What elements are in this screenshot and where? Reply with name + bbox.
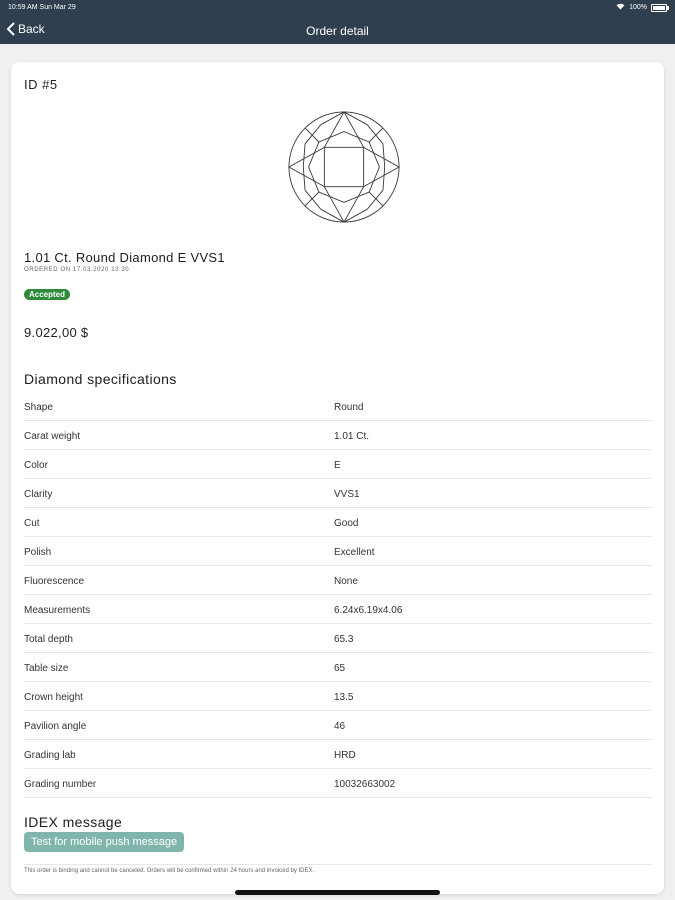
spec-row-grading-lab — [24, 740, 652, 769]
spec-row-total-depth — [24, 624, 652, 653]
spec-label: Clarity — [24, 489, 53, 500]
wifi-icon — [616, 3, 625, 12]
spec-value: E — [334, 460, 341, 471]
spec-row-table-size — [24, 653, 652, 682]
divider — [24, 864, 652, 865]
spec-value: 46 — [334, 721, 346, 732]
home-indicator[interactable] — [235, 890, 440, 895]
spec-value: HRD — [334, 750, 356, 761]
spec-row-measurements — [24, 595, 652, 624]
spec-row-color — [24, 450, 652, 479]
battery-icon — [651, 4, 667, 12]
spec-label: Table size — [24, 663, 69, 674]
spec-value: 6.24x6.19x4.06 — [334, 605, 403, 616]
spec-row-cut — [24, 508, 652, 537]
spec-value: 10032663002 — [334, 779, 396, 790]
back-label: Back — [18, 22, 45, 36]
round-diamond-icon — [285, 108, 403, 226]
order-id: ID #5 — [24, 77, 58, 92]
spec-value: 1.01 Ct. — [334, 431, 370, 442]
idex-message-heading: IDEX message — [24, 814, 123, 830]
status-time: 10:59 AM Sun Mar 29 — [8, 4, 76, 11]
spec-value: VVS1 — [334, 489, 360, 500]
product-title: 1.01 Ct. Round Diamond E VVS1 — [24, 250, 225, 265]
spec-label: Carat weight — [24, 431, 81, 442]
spec-row-polish — [24, 537, 652, 566]
spec-label: Total depth — [24, 634, 73, 645]
binding-order-note: This order is binding and cannot be canceled. Orders will be confirmed within 24 hours and invoiced by IDEX. — [24, 868, 315, 874]
spec-value: Excellent — [334, 547, 375, 558]
spec-row-carat-weight — [24, 421, 652, 450]
order-price: 9.022,00 $ — [24, 325, 89, 340]
spec-value: Good — [334, 518, 359, 529]
spec-label: Cut — [24, 518, 40, 529]
order-detail-card — [11, 62, 664, 894]
spec-value: Round — [334, 402, 364, 413]
idex-message-chip: Test for mobile push message — [24, 832, 184, 852]
spec-label: Crown height — [24, 692, 83, 703]
spec-label: Polish — [24, 547, 52, 558]
spec-row-shape — [24, 392, 652, 421]
spec-value: 65.3 — [334, 634, 354, 645]
spec-label: Measurements — [24, 605, 91, 616]
spec-label: Fluorescence — [24, 576, 85, 587]
top-navigation-bar — [0, 0, 675, 44]
battery-percent: 100% — [629, 4, 647, 11]
spec-row-fluorescence — [24, 566, 652, 595]
spec-label: Shape — [24, 402, 53, 413]
specifications-heading: Diamond specifications — [24, 371, 177, 387]
page-title: Order detail — [306, 24, 369, 38]
spec-label: Pavilion angle — [24, 721, 87, 732]
spec-row-pavilion-angle — [24, 711, 652, 740]
spec-label: Color — [24, 460, 48, 471]
status-indicators — [616, 3, 667, 12]
spec-row-clarity — [24, 479, 652, 508]
spec-label: Grading lab — [24, 750, 76, 761]
ordered-on-date: ORDERED ON 17.03.2020 13:30 — [24, 267, 130, 273]
status-badge: Accepted — [24, 289, 70, 300]
spec-row-crown-height — [24, 682, 652, 711]
spec-value: None — [334, 576, 358, 587]
specifications-table — [24, 392, 652, 798]
spec-label: Grading number — [24, 779, 97, 790]
spec-value: 13.5 — [334, 692, 354, 703]
spec-value: 65 — [334, 663, 346, 674]
spec-row-grading-number — [24, 769, 652, 798]
